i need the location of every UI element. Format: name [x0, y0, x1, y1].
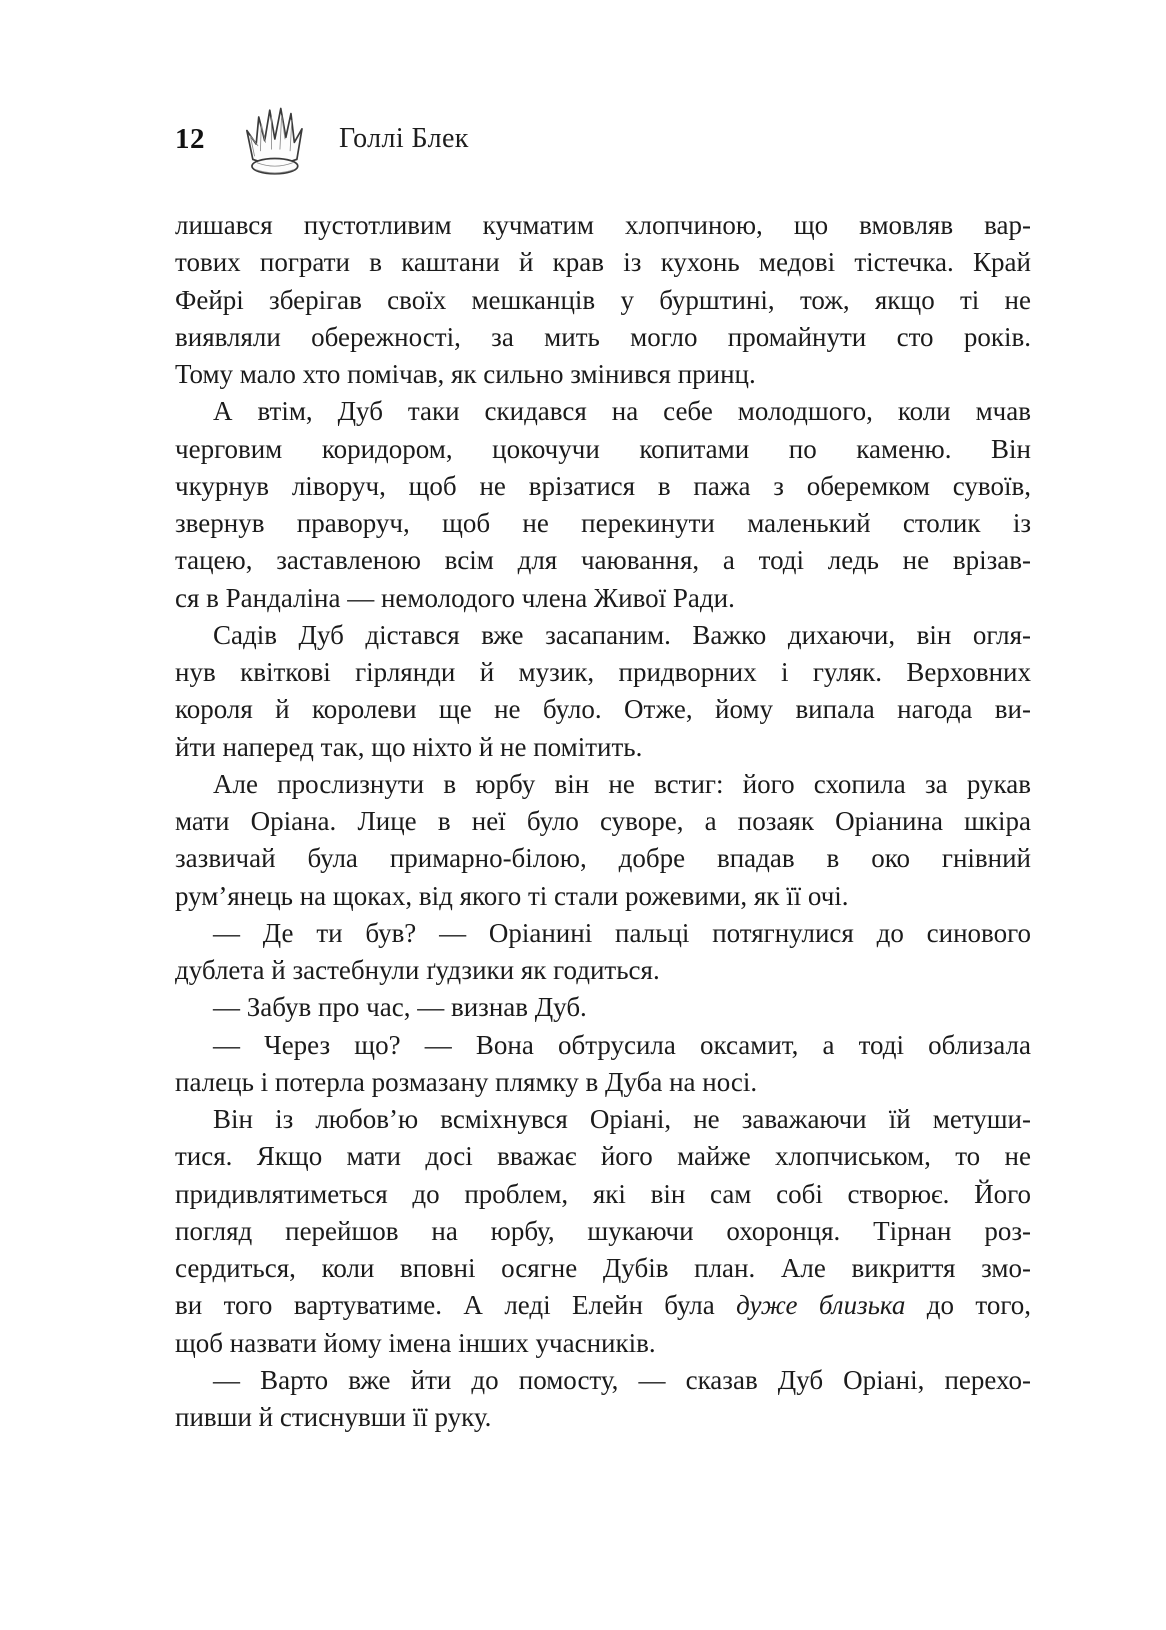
crown-icon	[231, 100, 317, 178]
text-line: Але прослизнути в юрбу він не встиг: його схопила за рукав	[213, 768, 1031, 799]
page-number: 12	[175, 122, 205, 155]
text-line: Він із любов’ю всміхнувся Оріані, не заважаючи їй метуши-	[213, 1104, 1031, 1134]
text-line: Фейрі зберігав своїх мешканців у бурштині, тож, якщо ті не	[175, 284, 1031, 315]
text-line: погляд перейшов на юрбу, шукаючи охоронця. Тірнан роз-	[175, 1215, 1031, 1246]
text-line: нув квіткові гірлянди й музик, придворних і гуляк. Верховних	[175, 657, 1031, 687]
text-line: — Забув про час, — визнав Дуб.	[213, 992, 587, 1023]
text-line: палець і потерла розмазану плямку в Дуба на носі.	[175, 1066, 758, 1097]
paragraph	[175, 989, 1031, 1026]
text-line: звернув праворуч, щоб не перекинути маленький столик із	[175, 508, 1031, 538]
text-line: придивлятиметься до проблем, які він сам собі створює. Його	[175, 1178, 1031, 1209]
author-name: Голлі Блек	[339, 123, 469, 154]
text-line: тися. Якщо мати досі вважає його майже хлопчиськом, то не	[175, 1141, 1031, 1172]
text-line	[175, 1287, 1031, 1324]
paragraph	[175, 207, 1031, 393]
paragraph	[175, 766, 1031, 915]
text-line: Тому мало хто помічав, як сильно змінився принц.	[175, 359, 756, 389]
text-line: ся в Рандаліна — немолодого члена Живої Ради.	[175, 582, 735, 613]
text-line: тацею, заставленою всім для чаювання, а тоді ледь не врізав-	[175, 545, 1031, 576]
text-run: до того,	[905, 1290, 1031, 1321]
text-run: ви того вартуватиме. А леді Елейн була	[175, 1290, 737, 1321]
text-line: — Через що? — Вона обтрусила оксамит, а тоді облизала	[213, 1029, 1031, 1060]
text-line: лишався пустотливим кучматим хлопчиною, що вмовляв вар-	[175, 210, 1031, 240]
text-line: черговим коридором, цокочучи копитами по каменю. Він	[175, 433, 1031, 464]
paragraph	[175, 1362, 1031, 1437]
text-line: А втім, Дуб таки скидався на себе молодшого, коли мчав	[213, 396, 1031, 427]
text-line: виявляли обережності, за мить могло промайнути сто років.	[175, 321, 1031, 352]
text-line: сердиться, коли вповні осягне Дубів план. Але викриття змо-	[175, 1253, 1031, 1283]
text-line: — Де ти був? — Оріанині пальці потягнулися до синового	[213, 917, 1031, 948]
text-line: Садів Дуб дістався вже засапаним. Важко дихаючи, він огля-	[213, 619, 1031, 650]
text-line: рум’янець на щоках, від якого ті стали рожевими, як її очі.	[175, 880, 849, 911]
text-line: зазвичай була примарно-білою, добре впадав в око гнівний	[175, 843, 1031, 874]
emphasized-text: дуже близька	[736, 1290, 906, 1321]
paragraph	[175, 617, 1031, 766]
text-line: пивши й стиснувши її руку.	[175, 1402, 492, 1432]
text-line: тових пограти в каштани й крав із кухонь медові тістечка. Край	[175, 247, 1031, 278]
text-line: чкурнув ліворуч, щоб не врізатися в пажа з оберемком сувоїв,	[175, 470, 1031, 501]
text-line: мати Оріана. Лице в неї було суворе, а позаяк Оріанина шкіра	[175, 806, 1031, 836]
paragraph	[175, 1101, 1031, 1362]
page-body-text	[175, 207, 1031, 1436]
text-line: дублета й застебнули ґудзики як годиться.	[175, 955, 660, 985]
paragraph	[175, 393, 1031, 617]
text-line: короля й королеви ще не було. Отже, йому випала нагода ви-	[175, 694, 1031, 725]
text-line: йти наперед так, що ніхто й не помітить.	[175, 731, 643, 762]
text-line: — Варто вже йти до помосту, — сказав Дуб Оріані, перехо-	[213, 1364, 1031, 1395]
paragraph	[175, 1027, 1031, 1102]
text-line: щоб назвати йому імена інших учасників.	[175, 1327, 656, 1358]
running-header	[175, 98, 1031, 180]
paragraph	[175, 915, 1031, 990]
